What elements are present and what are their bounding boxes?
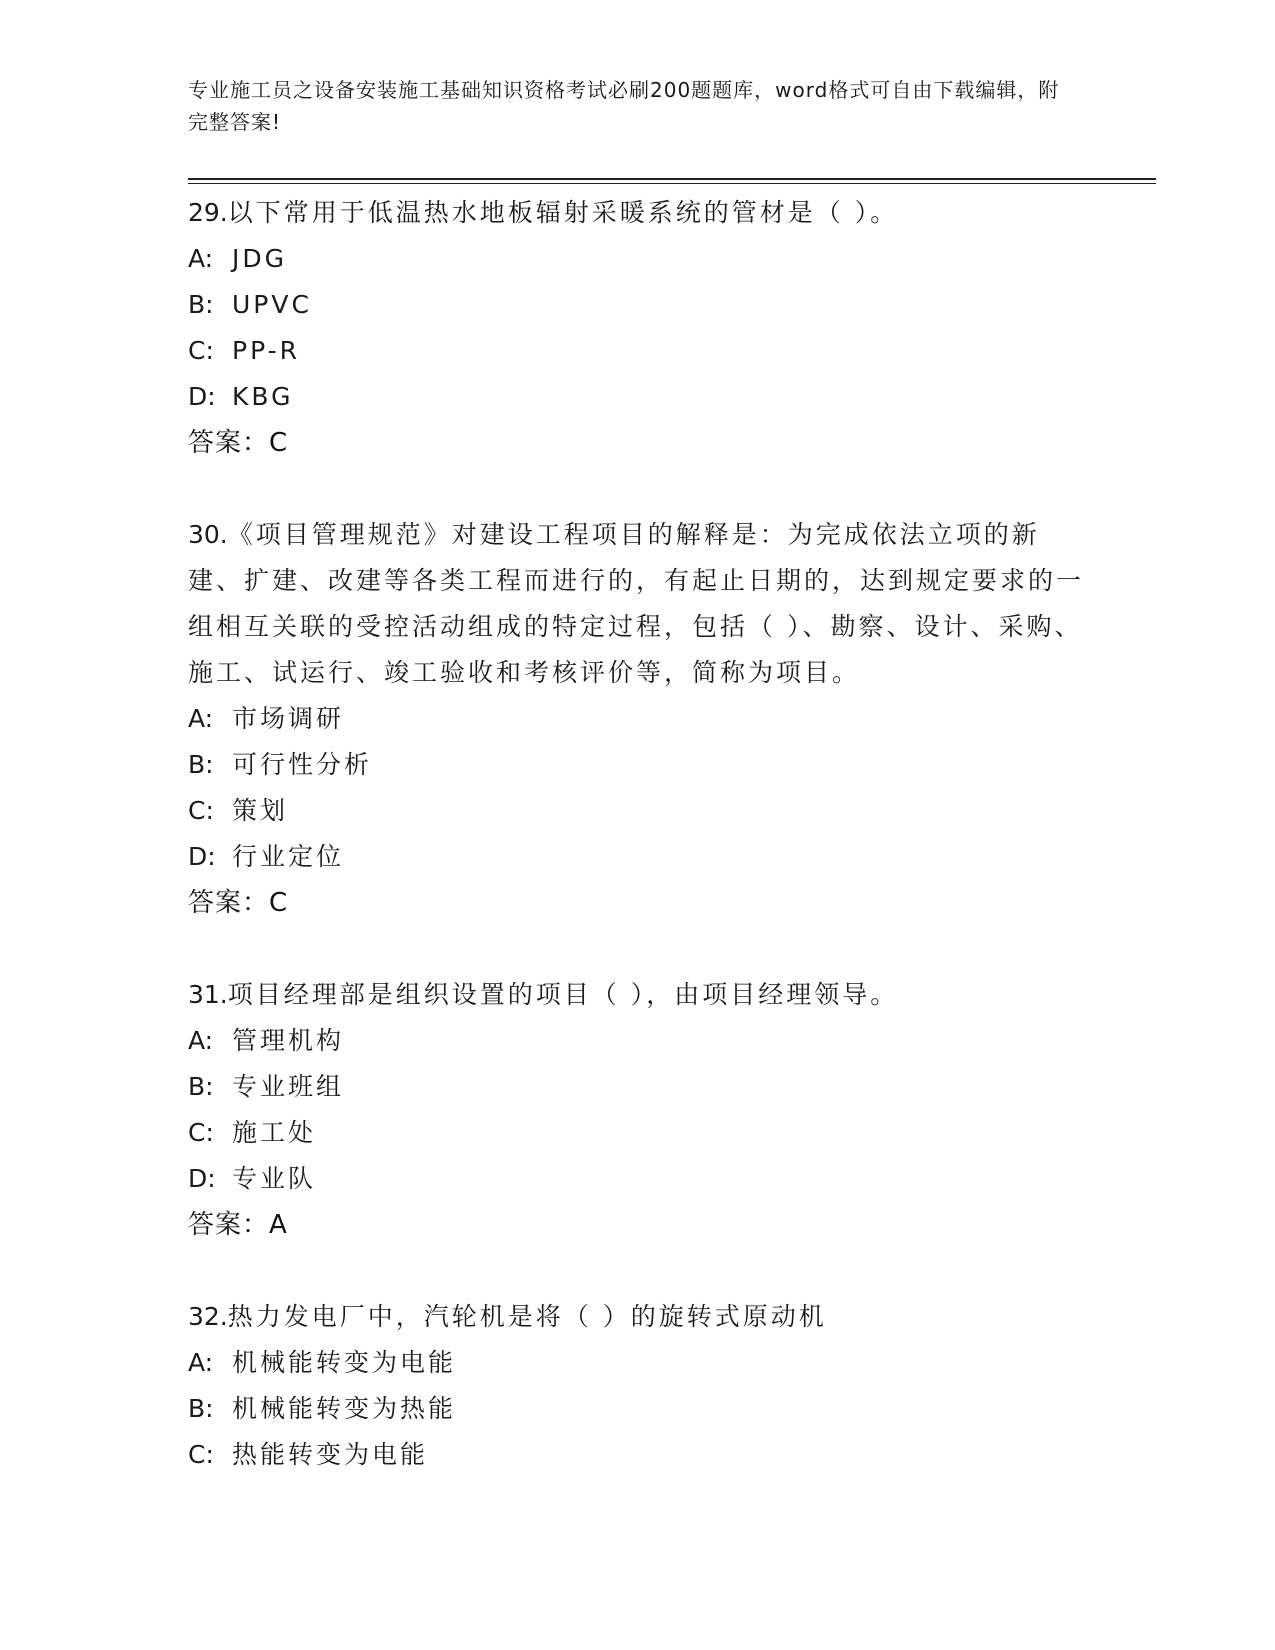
option-key: A: xyxy=(188,704,214,733)
question-text: 热力发电厂中，汽轮机是将（ ）的旋转式原动机 xyxy=(227,1302,827,1331)
question-stem xyxy=(188,1294,1088,1340)
option-text: PP-R xyxy=(232,336,300,365)
option-c xyxy=(188,328,1088,374)
option-a xyxy=(188,1340,1088,1386)
option-key: B: xyxy=(188,1072,214,1101)
option-text: 机械能转变为电能 xyxy=(232,1348,457,1377)
question-number: 31. xyxy=(188,980,228,1009)
question-text: 项目经理部是组织设置的项目（ ），由项目经理领导。 xyxy=(227,980,899,1009)
option-text: 施工处 xyxy=(232,1118,317,1147)
option-b xyxy=(188,742,1088,788)
option-key: D: xyxy=(188,842,216,871)
option-b xyxy=(188,1386,1088,1432)
option-text: KBG xyxy=(232,382,294,411)
answer-line: 答案：A xyxy=(188,1210,288,1240)
option-key: D: xyxy=(188,382,216,411)
option-key: C: xyxy=(188,796,214,825)
option-key: C: xyxy=(188,1118,214,1147)
option-d xyxy=(188,834,1088,880)
option-key: B: xyxy=(188,1394,214,1423)
option-a xyxy=(188,696,1088,742)
option-text: 策划 xyxy=(232,796,289,825)
question-number: 32. xyxy=(188,1302,228,1331)
question-29 xyxy=(188,190,1088,466)
document-header: 专业施工员之设备安装施工基础知识资格考试必刷200题题库，word格式可自由下载编辑，附完整答案! xyxy=(188,78,1060,134)
option-b xyxy=(188,282,1088,328)
question-stem xyxy=(188,972,1088,1018)
option-text: UPVC xyxy=(232,290,312,319)
option-key: B: xyxy=(188,290,214,319)
option-text: 热能转变为电能 xyxy=(232,1440,429,1469)
header-rule-thick xyxy=(188,178,1156,180)
question-number: 29. xyxy=(188,198,228,227)
option-d xyxy=(188,1156,1088,1202)
question-31 xyxy=(188,972,1088,1248)
option-key: C: xyxy=(188,336,214,365)
question-text: 以下常用于低温热水地板辐射采暖系统的管材是（ ）。 xyxy=(227,198,899,227)
option-text: 管理机构 xyxy=(232,1026,345,1055)
option-a xyxy=(188,236,1088,282)
question-number: 30. xyxy=(188,520,228,549)
question-list xyxy=(188,190,1088,1524)
option-b xyxy=(188,1064,1088,1110)
question-text: 《项目管理规范》对建设工程项目的解释是：为完成依法立项的新建、扩建、改建等各类工程而进行的，有起止日期的，达到规定要求的一组相互关联的受控活动组成的特定过程，包括（ ）、勘察、设计、采购、施工、试运行、竣工验收和考核评价等，简称为项目。 xyxy=(188,520,1085,687)
answer-line: 答案：C xyxy=(188,428,289,458)
question-30 xyxy=(188,512,1088,926)
option-text: 行业定位 xyxy=(232,842,345,871)
option-key: A: xyxy=(188,1026,214,1055)
option-d xyxy=(188,374,1088,420)
option-key: A: xyxy=(188,1348,214,1377)
option-text: 专业队 xyxy=(232,1164,317,1193)
option-text: 市场调研 xyxy=(232,704,345,733)
option-key: D: xyxy=(188,1164,216,1193)
answer-line: 答案：C xyxy=(188,888,289,918)
option-text: 专业班组 xyxy=(232,1072,345,1101)
question-stem xyxy=(188,190,1088,236)
header-rule-thin xyxy=(188,183,1156,184)
option-text: 机械能转变为热能 xyxy=(232,1394,457,1423)
option-a xyxy=(188,1018,1088,1064)
option-c xyxy=(188,1110,1088,1156)
question-stem xyxy=(188,512,1088,696)
option-key: B: xyxy=(188,750,214,779)
option-text: 可行性分析 xyxy=(232,750,373,779)
option-text: JDG xyxy=(232,244,287,273)
question-32 xyxy=(188,1294,1088,1478)
option-key: A: xyxy=(188,244,214,273)
option-c xyxy=(188,788,1088,834)
option-c xyxy=(188,1432,1088,1478)
option-key: C: xyxy=(188,1440,214,1469)
